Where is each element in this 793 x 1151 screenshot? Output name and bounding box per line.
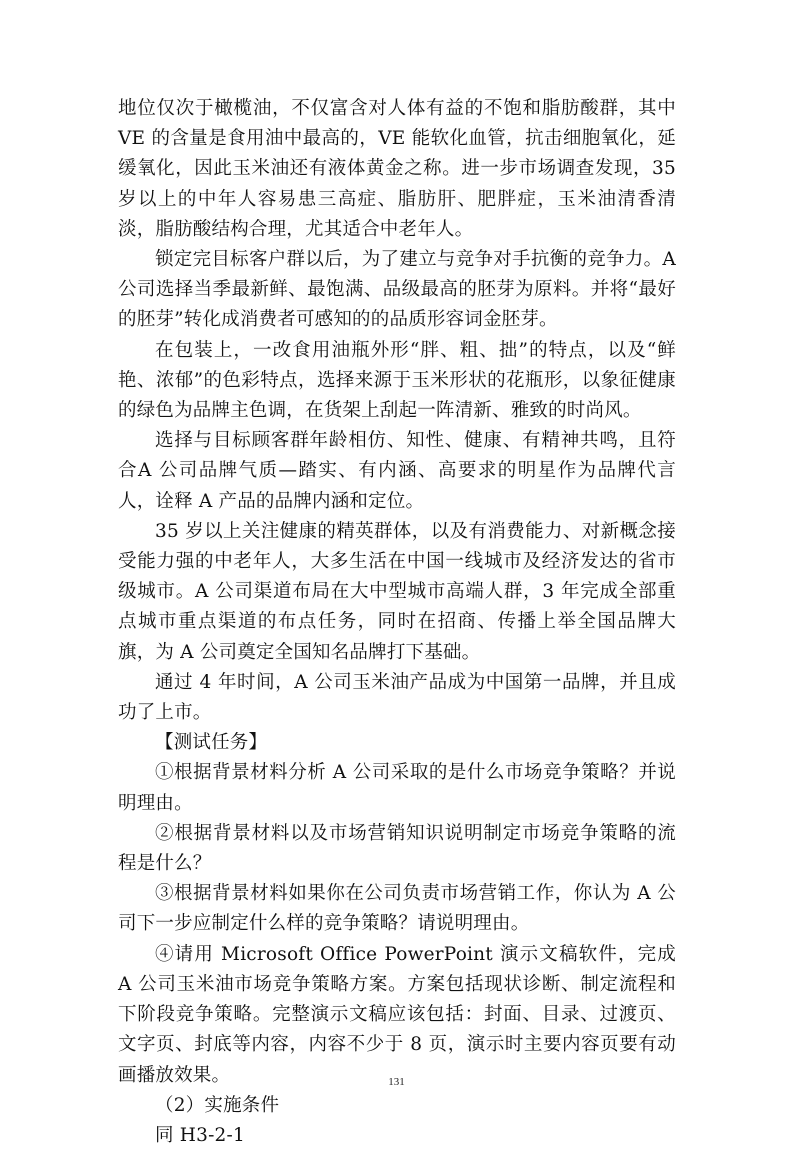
page-number: 131 (388, 1076, 405, 1088)
paragraph-result: 通过 4 年时间，A 公司玉米油产品成为中国第一品牌，并且成功了上市。 (118, 671, 676, 724)
body-text (118, 94, 676, 1151)
conditions-reference: 同 H3-2-1 (155, 1124, 245, 1146)
paragraph-spokesperson: 选择与目标顾客群年龄相仿、知性、健康、有精神共鸣，且符合A 公司品牌气质—踏实、有内涵、高要求的明星作为品牌代言人，诠释 A 产品的品牌内涵和定位。 (118, 430, 676, 512)
task-item-4: ④请用 Microsoft Office PowerPoint 演示文稿软件，完成 A 公司玉米油市场竞争策略方案。方案包括现状诊断、制定流程和下阶段竞争策略。完整演示文稿应该包括：封面、目录、过渡页、文字页、封底等内容，内容不少于 8 页，演示时主要内容页要有动画播放效果。 (118, 943, 676, 1086)
paragraph-channels: 35 岁以上关注健康的精英群体，以及有消费能力、对新概念接受能力强的中老年人，大多生活在中国一线城市及经济发达的省市级城市。A 公司渠道布局在大中型城市高端人群，3 年完成全部重点城市重点渠道的布点任务，同时在招商、传播上举全国品牌大旗，为 A 公司奠定全国知名品牌打下基础。 (118, 520, 676, 663)
task-item-1: ①根据背景材料分析 A 公司采取的是什么市场竞争策略？并说明理由。 (118, 762, 676, 814)
subsection-heading-conditions: （2）实施条件 (155, 1094, 280, 1116)
task-item-2: ②根据背景材料以及市场营销知识说明制定市场竞争策略的流程是什么？ (118, 822, 676, 875)
paragraph-packaging: 在包装上，一改食用油瓶外形“胖、粗、拙”的特点，以及“鲜艳、浓郁”的色彩特点，选择来源于玉米形状的花瓶形，以象征健康的绿色为品牌主色调，在货架上刮起一阵清新、雅致的时尚风。 (118, 339, 676, 422)
task-item-3: ③根据背景材料如果你在公司负责市场营销工作，你认为 A 公司下一步应制定什么样的竞争策略？请说明理由。 (118, 883, 676, 935)
section-heading-test-tasks: 【测试任务】 (155, 732, 268, 754)
paragraph-target-customers: 锁定完目标客户群以后，为了建立与竞争对手抗衡的竞争力。A 公司选择当季最新鲜、最饱满、品级最高的胚芽为原料。并将“最好的胚芽”转化成消费者可感知的的品质形容词金胚芽。 (118, 249, 676, 331)
paragraph-continuation: 地位仅次于橄榄油，不仅富含对人体有益的不饱和脂肪酸群，其中VE 的含量是食用油中最高的，VE 能软化血管，抗击细胞氧化，延缓氧化，因此玉米油还有液体黄金之称。进一步市场调查发现，35 岁以上的中年人容易患三高症、脂肪肝、肥胖症，玉米油清香清淡，脂肪酸结构合理，尤其适合中老年人。 (118, 98, 676, 240)
